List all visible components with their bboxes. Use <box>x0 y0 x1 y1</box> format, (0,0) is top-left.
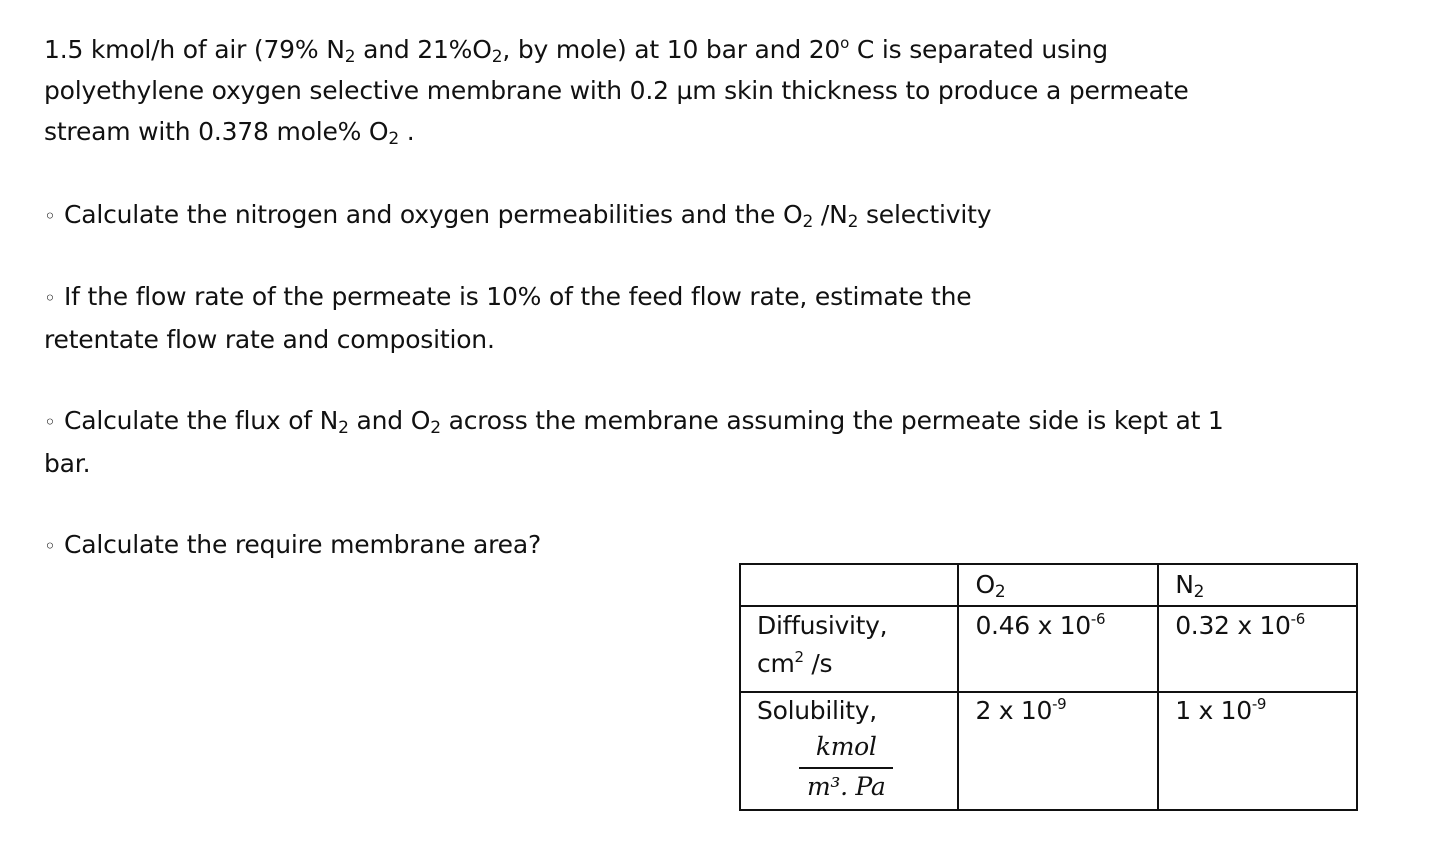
solubility-unit-fraction: $\frac{\text{kmol}}{\text{m³. Pa}}$ <box>799 731 893 803</box>
table-header-n2: $N_2$ <box>1158 564 1357 606</box>
question-permeabilities: ◦ Calculate the nitrogen and oxygen permeabilities and the $O_2$ $/N_2$ selectivity <box>44 194 991 237</box>
bullet-icon: ◦ <box>44 204 56 228</box>
table-row-diffusivity <box>740 606 1357 692</box>
diffusivity-n2-value: 0.32 x $10^{-6}$ <box>1158 606 1357 692</box>
problem-line-1: 1.5 kmol/h of air (79% $N_2$ and $21\%O_2$, by mole) at 10 bar and 20$^o$ C is separated using <box>44 34 1108 67</box>
problem-statement <box>44 29 1189 152</box>
question-area: ◦ Calculate the require membrane area? <box>44 524 541 567</box>
question-retentate: ◦ If the flow rate of the permeate is 10% of the feed flow rate, estimate the retentate flow rate and composition. <box>44 276 971 360</box>
bullet-icon: ◦ <box>44 534 56 558</box>
bullet-icon: ◦ <box>44 286 56 310</box>
question-flux: ◦ Calculate the flux of $N_2$ and $O_2$ across the membrane assuming the permeate side is kept at 1 bar. <box>44 400 1224 484</box>
problem-line-2: polyethylene oxygen selective membrane with 0.2 µm skin thickness to produce a permeate <box>44 76 1189 105</box>
diffusivity-label: Diffusivity, $cm^2$ /s <box>740 606 958 692</box>
problem-line-3: stream with 0.378 mole% $O_2$ . <box>44 117 415 149</box>
bullet-icon: ◦ <box>44 410 56 434</box>
properties-table <box>739 563 1358 811</box>
solubility-o2-value: 2 x $10^{-9}$ <box>958 692 1158 810</box>
diffusivity-o2-value: 0.46 x $10^{-6}$ <box>958 606 1158 692</box>
table-header-empty <box>740 564 958 606</box>
table-header-row <box>740 564 1357 606</box>
table-row-solubility <box>740 692 1357 810</box>
solubility-label: Solubility, $\frac{\text{kmol}}{\text{m³. Pa}}$ <box>740 692 958 810</box>
table-header-o2: $O_2$ <box>958 564 1158 606</box>
solubility-n2-value: 1 x $10^{-9}$ <box>1158 692 1357 810</box>
